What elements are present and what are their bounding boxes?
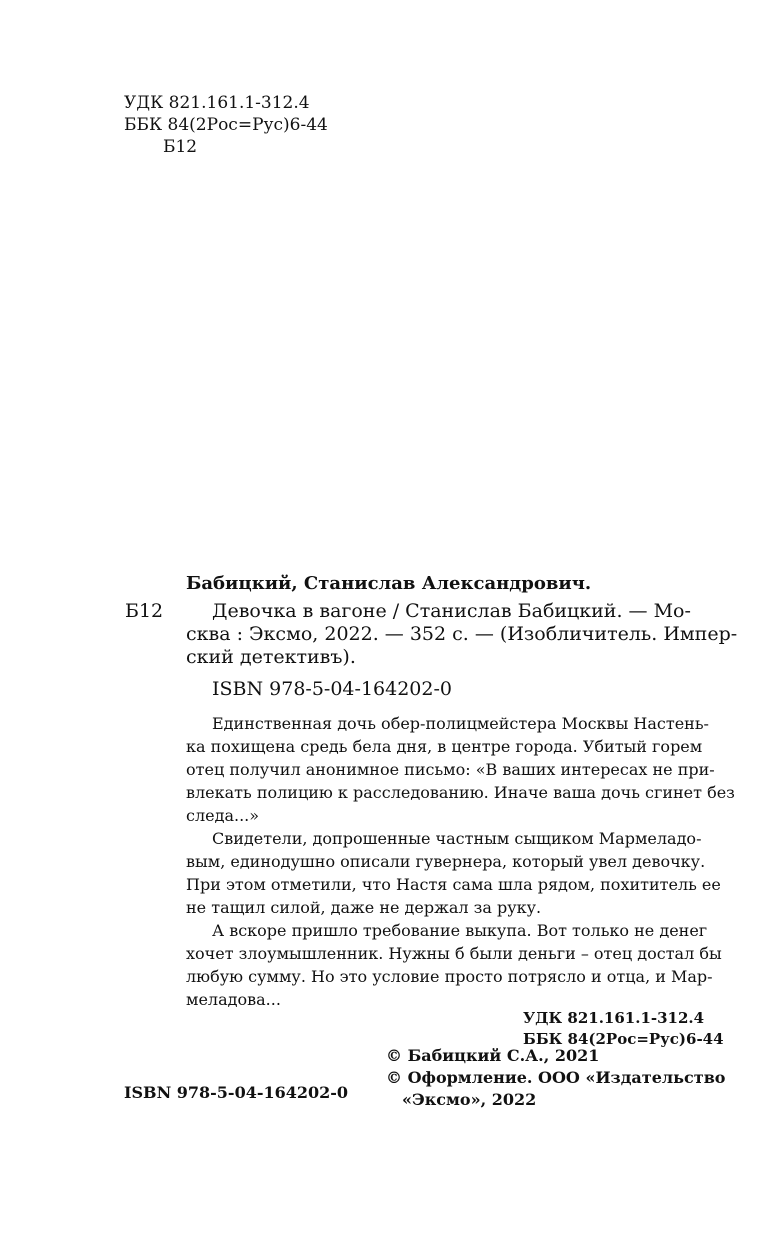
bbk-code-bottom: ББК 84(2Рос=Рус)6-44 [523,1030,724,1048]
annotation-line: меладова... [186,990,281,1009]
isbn-bottom: ISBN 978-5-04-164202-0 [124,1083,349,1102]
annotation-line: вым, единодушно описали гувернера, который увел девочку. [186,852,706,871]
annotation-line: При этом отметили, что Настя сама шла рядом, похититель ее [186,875,721,894]
isbn-catalog: ISBN 978-5-04-164202-0 [212,678,452,700]
udk-code-bottom: УДК 821.161.1-312.4 [523,1009,705,1027]
annotation-line: не тащил силой, даже не держал за руку. [186,898,542,917]
copyright-design: © Оформление. ООО «Издательство [386,1068,726,1087]
annotation-line: Единственная дочь обер-полицмейстера Москвы Настень- [212,714,709,733]
cutter-code: Б12 [125,600,164,622]
description-line: сква : Эксмо, 2022. — 352 с. — (Изобличитель. Импер- [186,623,738,645]
annotation-line: А вскоре пришло требование выкупа. Вот только не денег [212,921,708,940]
cutter-code-top: Б12 [163,137,198,157]
annotation-line: хочет злоумышленник. Нужны б были деньги – отец достал бы [186,944,722,963]
annotation-line: отец получил анонимное письмо: «В ваших интересах не при- [186,760,715,779]
bbk-code-top: ББК 84(2Рос=Рус)6-44 [124,115,328,135]
annotation-line: любую сумму. Но это условие просто потрясло и отца, и Мар- [186,967,713,986]
udk-code-top: УДК 821.161.1-312.4 [124,93,310,113]
description-line: Девочка в вагоне / Станислав Бабицкий. — Мо- [212,600,691,622]
author-heading: Бабицкий, Станислав Александрович. [186,573,592,594]
annotation-line: влекать полицию к расследованию. Иначе ваша дочь сгинет без [186,783,735,802]
annotation-line: ка похищена средь бела дня, в центре города. Убитый горем [186,737,703,756]
copyright-publisher: «Эксмо», 2022 [402,1090,537,1109]
annotation-line: следа...» [186,806,260,825]
description-line: ский детективъ). [186,646,356,668]
copyright-author: © Бабицкий С.А., 2021 [386,1046,600,1065]
annotation-line: Свидетели, допрошенные частным сыщиком Мармеладо- [212,829,702,848]
